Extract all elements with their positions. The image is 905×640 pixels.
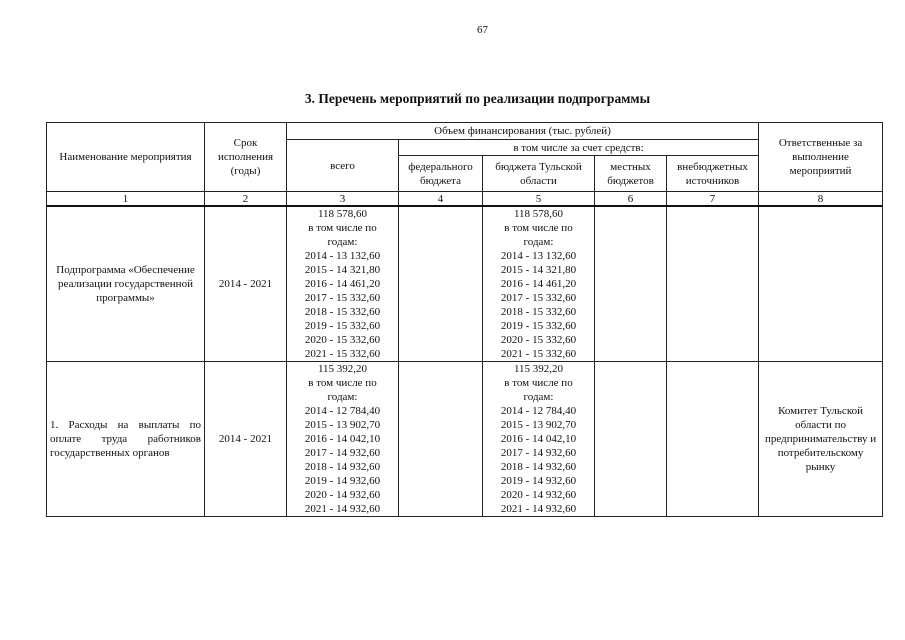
amount-line: 2021 - 15 332,60 (500, 348, 577, 360)
amount-line: 2020 - 14 932,60 (500, 489, 577, 501)
header-regional: бюджета Тульской области (483, 156, 595, 192)
amount-line: 115 392,20 (513, 363, 564, 375)
amount-line: 2016 - 14 042,10 (304, 433, 381, 445)
row-total-amounts (287, 362, 399, 517)
amount-line: 2019 - 14 932,60 (500, 475, 577, 487)
row-extrabudget-amount (667, 362, 759, 517)
amount-line: в том числе по (308, 222, 377, 234)
amount-line: 118 578,60 (513, 208, 564, 220)
amount-line: 2016 - 14 042,10 (500, 433, 577, 445)
row-name: Подпрограмма «Обеспечение реализации государственной программы» (47, 206, 205, 362)
amount-line: 2015 - 14 321,80 (304, 264, 381, 276)
row-federal-amount (399, 206, 483, 362)
amount-line: 2015 - 14 321,80 (500, 264, 577, 276)
amount-line: 2014 - 13 132,60 (500, 250, 577, 262)
header-total: всего (287, 140, 399, 192)
amount-line: 2020 - 15 332,60 (500, 334, 577, 346)
row-total-amounts (287, 206, 399, 362)
amount-line: 2021 - 15 332,60 (304, 348, 381, 360)
amount-line: в том числе по (504, 377, 573, 389)
amount-line: годам: (523, 236, 554, 248)
column-number: 4 (399, 192, 483, 207)
column-number: 2 (205, 192, 287, 207)
header-term: Срок исполнения (годы) (205, 123, 287, 192)
amount-line: 2021 - 14 932,60 (500, 503, 577, 515)
amount-line: 2020 - 15 332,60 (304, 334, 381, 346)
row-regional-amounts (483, 362, 595, 517)
header-federal: федерального бюджета (399, 156, 483, 192)
column-number: 7 (667, 192, 759, 207)
amount-line: 2018 - 15 332,60 (500, 306, 577, 318)
row-term: 2014 - 2021 (205, 206, 287, 362)
amount-line: 118 578,60 (317, 208, 368, 220)
amount-line: 2017 - 14 932,60 (304, 447, 381, 459)
header-extrabudget: внебюджетных источников (667, 156, 759, 192)
column-number: 5 (483, 192, 595, 207)
header-responsible: Ответственные за выполнение мероприятий (759, 123, 883, 192)
amount-line: 2014 - 12 784,40 (304, 405, 381, 417)
amount-line: 2016 - 14 461,20 (500, 278, 577, 290)
header-row-1 (47, 123, 883, 140)
amount-line: в том числе по (504, 222, 573, 234)
amount-line: 2016 - 14 461,20 (304, 278, 381, 290)
amount-line: 2019 - 15 332,60 (304, 320, 381, 332)
amount-line: 2020 - 14 932,60 (304, 489, 381, 501)
amount-line: 2014 - 13 132,60 (304, 250, 381, 262)
header-funding: Объем финансирования (тыс. рублей) (287, 123, 759, 140)
column-number: 8 (759, 192, 883, 207)
column-number: 6 (595, 192, 667, 207)
amount-line: 2018 - 15 332,60 (304, 306, 381, 318)
column-numbers-row (47, 192, 883, 207)
row-regional-amounts (483, 206, 595, 362)
header-local: местных бюджетов (595, 156, 667, 192)
amount-line: 2019 - 15 332,60 (500, 320, 577, 332)
row-local-amount (595, 362, 667, 517)
amount-line: 2015 - 13 902,70 (304, 419, 381, 431)
amount-line: 2014 - 12 784,40 (500, 405, 577, 417)
row-term: 2014 - 2021 (205, 362, 287, 517)
amount-line: в том числе по (308, 377, 377, 389)
amount-line: годам: (327, 391, 358, 403)
column-number: 3 (287, 192, 399, 207)
row-name: 1. Расходы на выплаты по оплате труда работников государственных органов (47, 362, 205, 517)
amount-line: 2017 - 15 332,60 (304, 292, 381, 304)
amount-line: 2015 - 13 902,70 (500, 419, 577, 431)
row-responsible (759, 206, 883, 362)
amount-line: 2018 - 14 932,60 (500, 461, 577, 473)
row-responsible: Комитет Тульской области по предпринимательству и потребительскому рынку (759, 362, 883, 517)
amount-line: 2017 - 15 332,60 (500, 292, 577, 304)
amount-line: 115 392,20 (317, 363, 368, 375)
header-including-sources: в том числе за счет средств: (399, 140, 759, 156)
header-name: Наименование мероприятия (47, 123, 205, 192)
column-number: 1 (47, 192, 205, 207)
amount-line: 2017 - 14 932,60 (500, 447, 577, 459)
amount-line: 2021 - 14 932,60 (304, 503, 381, 515)
amount-line: 2018 - 14 932,60 (304, 461, 381, 473)
section-title: 3. Перечень мероприятий по реализации подпрограммы (304, 91, 651, 106)
row-federal-amount (399, 362, 483, 517)
amount-line: годам: (523, 391, 554, 403)
row-extrabudget-amount (667, 206, 759, 362)
amount-line: 2019 - 14 932,60 (304, 475, 381, 487)
row-local-amount (595, 206, 667, 362)
page-number: 67 (477, 24, 488, 36)
table-row-subprogram (47, 206, 883, 362)
activities-table (46, 122, 883, 517)
amount-line: годам: (327, 236, 358, 248)
table-row-activity-1 (47, 362, 883, 517)
